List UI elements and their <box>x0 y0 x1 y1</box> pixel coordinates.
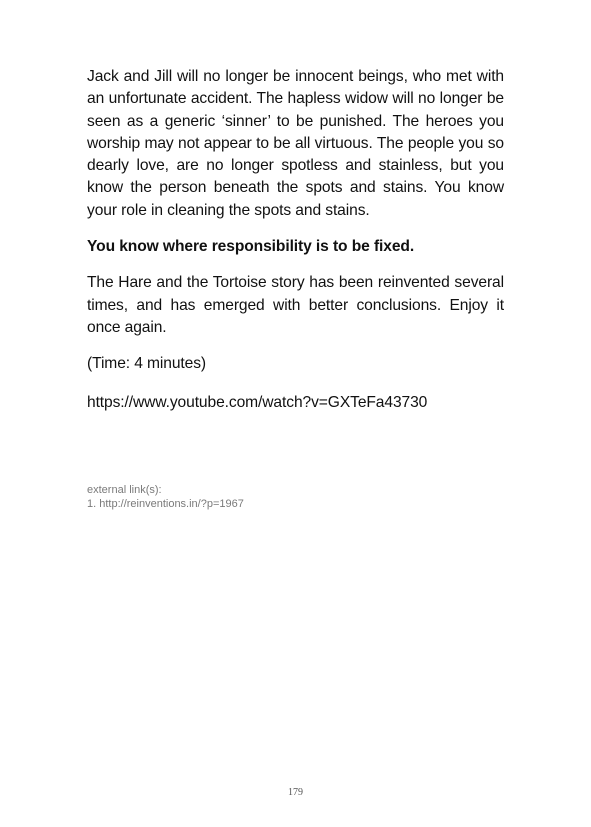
external-links-heading: external link(s): <box>87 484 162 496</box>
body-paragraph: The Hare and the Tortoise story has been reinvented several times, and has emerged with better conclusions. Enjoy it once again. <box>87 274 504 336</box>
external-links-footnote <box>87 483 244 511</box>
time-note: (Time: 4 minutes) <box>87 355 207 373</box>
page-number: 179 <box>288 787 303 798</box>
external-link-item[interactable]: 1. http://reinventions.in/?p=1967 <box>87 498 244 510</box>
bold-statement: You know where responsibility is to be fixed. <box>87 238 415 256</box>
video-link[interactable]: https://www.youtube.com/watch?v=GXTeFa43730 <box>87 393 428 411</box>
body-paragraph: Jack and Jill will no longer be innocent beings, who met with an unfortunate accident. The hapless widow will no longer be seen as a generic ‘sinner’ to be punished. The heroes you worship may not appear to be all virtuous. The people you so dearly love, are no longer spotless and stainless, but you know the person beneath the spots and stains. You know your role in cleaning the spots and stains. <box>87 68 504 219</box>
page-body <box>87 66 504 414</box>
